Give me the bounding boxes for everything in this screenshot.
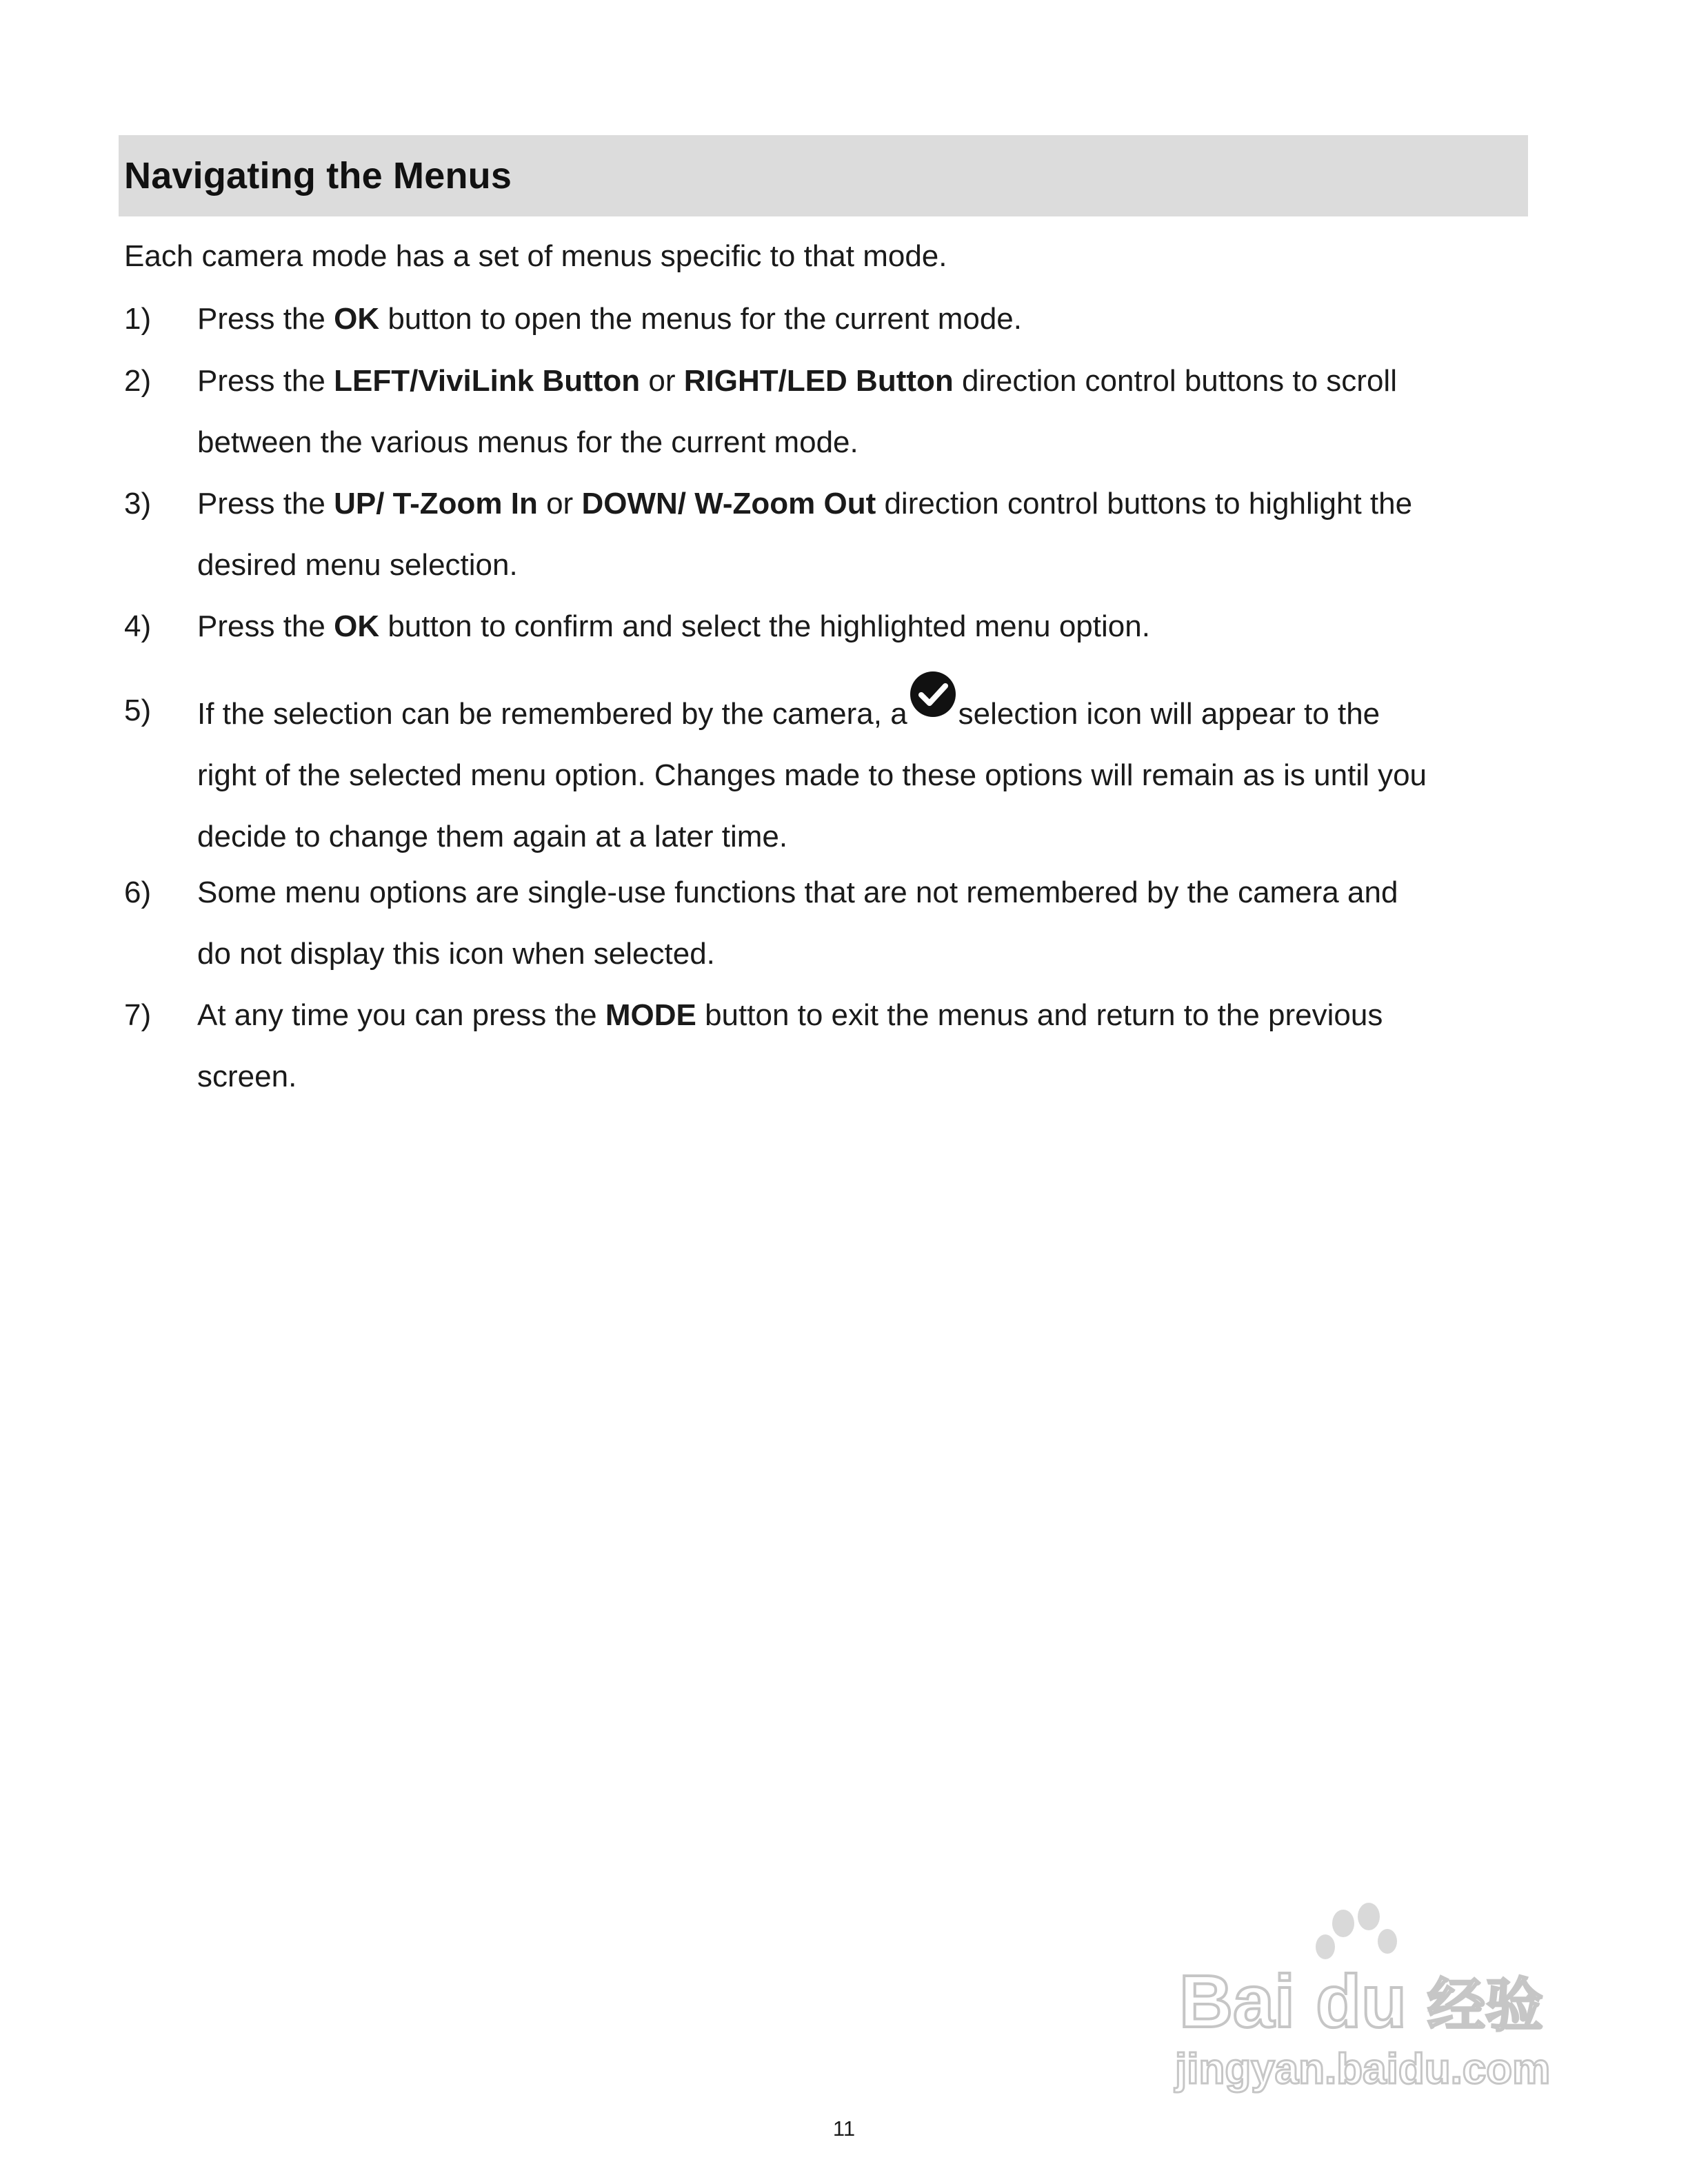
step-text: Press the OK button to confirm and select the highlighted menu option. [197, 609, 1150, 643]
step-number: 3) [124, 487, 152, 520]
paw-icon [1316, 1903, 1397, 1959]
watermark-url: jingyan.baidu.com [1175, 2045, 1551, 2093]
checkmark-icon [909, 670, 957, 718]
section-header [119, 135, 1528, 216]
ok-button-label: OK [334, 609, 380, 643]
intro-paragraph: Each camera mode has a set of menus specific to that mode. [124, 239, 947, 273]
step-number: 5) [124, 694, 152, 727]
page-number: 11 [832, 2116, 856, 2141]
step-number: 1) [124, 302, 152, 336]
step-text: Press the OK button to open the menus for the current mode. [197, 302, 1022, 336]
step-number: 4) [124, 609, 152, 643]
left-button-label: LEFT/ViviLink Button [334, 364, 641, 398]
step-number: 7) [124, 998, 152, 1032]
step-text: If the selection can be remembered by the camera, a selection icon will appear to the right of the selected menu option. Changes made to these options will remain as is until you decide to change them again at a later time. [197, 680, 1549, 867]
ok-button-label: OK [334, 302, 380, 336]
section-title: Navigating the Menus [124, 155, 512, 196]
watermark-brand: Bai du [1179, 1959, 1407, 2043]
watermark-chinese: 经验 [1427, 1972, 1544, 2039]
down-button-label: DOWN/ W-Zoom Out [581, 487, 876, 520]
step-text: Press the LEFT/ViviLink Button or RIGHT/LED Button direction control buttons to scroll between the various menus for the current mode. [197, 364, 1397, 459]
step-number: 2) [124, 364, 152, 398]
step-text: Press the UP/ T-Zoom In or DOWN/ W-Zoom Out direction control buttons to highlight the desired menu selection. [197, 487, 1413, 582]
up-button-label: UP/ T-Zoom In [334, 487, 538, 520]
right-button-label: RIGHT/LED Button [683, 364, 954, 398]
step-number: 6) [124, 876, 152, 909]
step-text: At any time you can press the MODE button to exit the menus and return to the previous screen. [197, 998, 1383, 1093]
baidu-watermark [1172, 1896, 1579, 2103]
mode-button-label: MODE [605, 998, 696, 1032]
step-text: Some menu options are single-use functions that are not remembered by the camera and do not display this icon when selected. [197, 876, 1398, 971]
